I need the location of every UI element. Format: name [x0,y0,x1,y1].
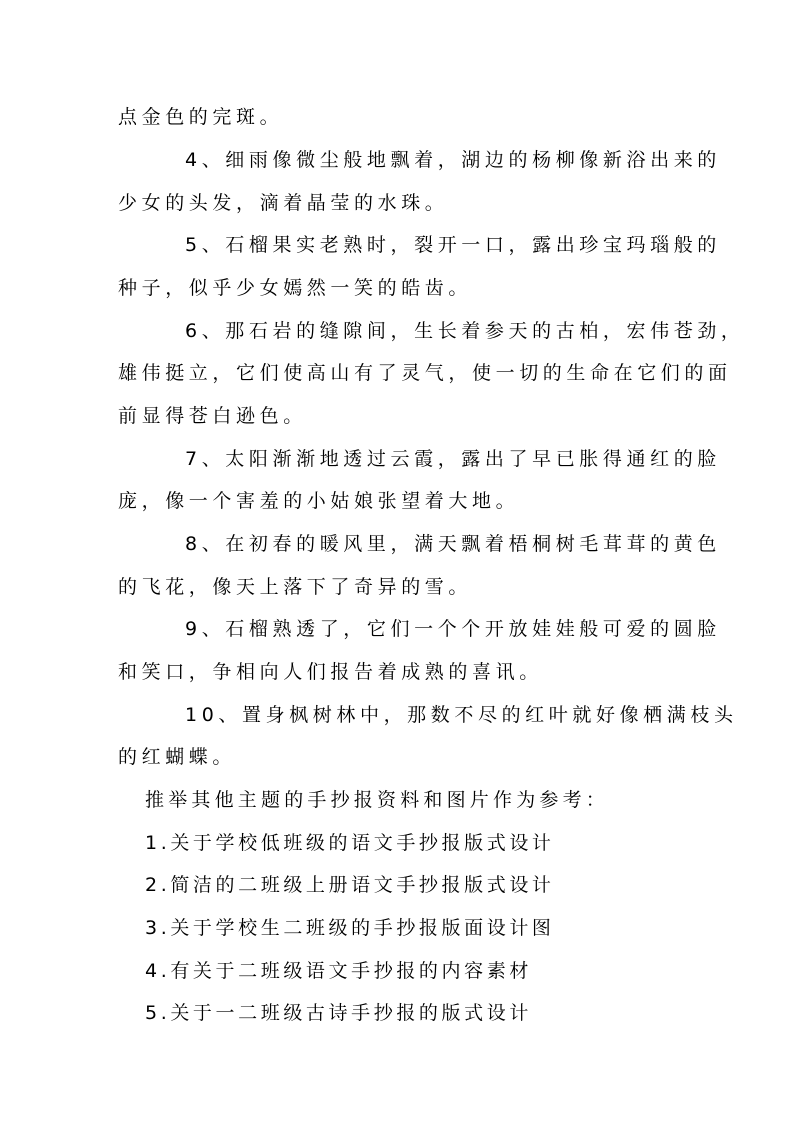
paragraph-line: 的飞花，像天上落下了奇异的雪。 [118,576,473,598]
paragraph-line: 7、太阳渐渐地透过云霞，露出了早已胀得通红的脸 [185,448,721,470]
paragraph-line: 和笑口，争相向人们报告着成熟的喜讯。 [118,661,543,683]
paragraph-line: 少女的头发，滴着晶莹的水珠。 [118,192,449,214]
paragraph-line: 10、置身枫树林中，那数不尽的红叶就好像栖满枝头 [185,704,738,726]
paragraph-line: 8、在初春的暖风里，满天飘着梧桐树毛茸茸的黄色 [185,533,721,555]
recommendation-link[interactable]: 3.关于学校生二班级的手抄报版面设计图 [145,917,555,939]
paragraph-line: 雄伟挺立，它们使高山有了灵气，使一切的生命在它们的面 [118,362,732,384]
paragraph-line: 5、石榴果实老熟时，裂开一口，露出珍宝玛瑙般的 [185,234,721,256]
recommendation-link[interactable]: 5.关于一二班级古诗手抄报的版式设计 [145,1002,532,1024]
paragraph-line: 6、那石岩的缝隙间，生长着参天的古柏，宏伟苍劲， [185,320,745,342]
recommendation-link[interactable]: 2.简洁的二班级上册语文手抄报版式设计 [145,874,555,896]
paragraph-line: 庞，像一个害羞的小姑娘张望着大地。 [118,490,520,512]
recommendation-link[interactable]: 4.有关于二班级语文手抄报的内容素材 [145,960,532,982]
paragraph-line: 9、石榴熟透了，它们一个个开放娃娃般可爱的圆脸 [185,618,721,640]
paragraph-line: 4、细雨像微尘般地飘着，湖边的杨柳像新浴出来的 [185,149,721,171]
paragraph-line: 的红蝴蝶。 [118,746,237,768]
recommendations-intro: 推举其他主题的手抄报资料和图片作为参考： [145,789,610,811]
recommendation-link[interactable]: 1.关于学校低班级的语文手抄报版式设计 [145,832,555,854]
paragraph-line: 前显得苍白逊色。 [118,405,307,427]
paragraph-line: 种子，似乎少女嫣然一笑的皓齿。 [118,277,473,299]
paragraph-line: 点金色的完斑。 [118,106,284,128]
